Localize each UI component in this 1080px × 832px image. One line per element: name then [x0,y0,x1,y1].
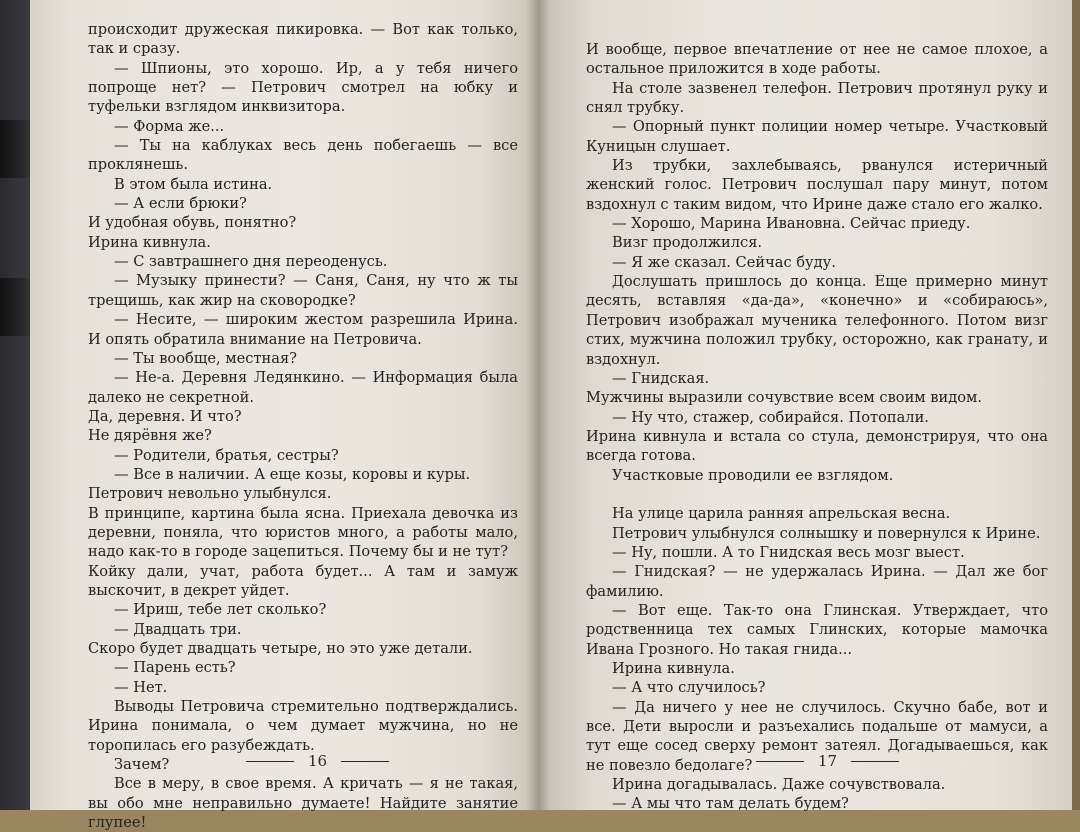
paragraph: — Все в наличии. А еще козы, коровы и куры. [114,465,471,483]
paragraph: Скоро будет двадцать четыре, но это уже детали. [88,640,473,657]
paragraph: — Ириш, тебе лет сколько? [114,601,327,619]
paragraph: И удобная обувь, понятно? [88,214,297,232]
paragraph: — Опорный пункт полиции номер четыре. Участковый Куницын слушает. [586,118,1048,155]
paragraph: — Парень есть? [114,659,236,677]
binder-clip-top [0,120,34,178]
paragraph: Участковые проводили ее взглядом. [612,466,894,484]
paragraph: Визг продолжился. [612,234,763,252]
paragraph: — А что случилось? [612,679,766,697]
paragraph: В принципе, картина была ясна. Приехала девочка из деревни, поняла, что юристов много, а работы мало, надо как-то в городе зацепиться. Почему бы и не тут? [88,504,518,561]
paragraph: — Гнидская? — не удержалась Ирина. — Дал же бог фамилию. [586,563,1048,600]
folio-rule [851,761,899,762]
paragraph: Койку дали, учат, работа будет... А там и замуж выскочит, в декрет уйдет. [88,562,518,599]
paragraph: — Я же сказал. Сейчас буду. [612,253,836,271]
table-edge [1072,0,1080,810]
paragraph: — Форма же... [114,117,225,135]
paragraph: — Двадцать три. [114,620,242,638]
paragraph: — Нет. [114,678,168,696]
paragraph: — А если брюки? [114,195,247,213]
right-page-text [586,40,1048,814]
paragraph: Ирина кивнула и встала со стула, демонстрируя, что она всегда готова. [586,427,1048,465]
paragraph: — А мы что там делать будем? [612,795,849,813]
page-number-text: 17 [818,752,838,770]
folio-rule [246,761,294,762]
paragraph: На улице царила ранняя апрельская весна. [612,505,951,523]
binder-clip-bottom [0,278,34,336]
paragraph: — Музыку принести? — Саня, Саня, ну что ж ты трещишь, как жир на сковородке? [88,272,518,309]
paragraph: — Родители, братья, сестры? [114,446,339,464]
paragraph: Из трубки, захлебываясь, рванулся истеричный женский голос. Петрович послушал пару минут, потом вздохнул с таким видом, что Ирине даже стало его жалко. [586,157,1048,213]
paragraph: Да, деревня. И что? [88,407,242,425]
paragraph: Выводы Петровича стремительно подтверждались. Ирина понимала, о чем думает мужчина, но не торопилась его разубеждать. [88,698,518,754]
paragraph: Петрович улыбнулся солнышку и повернулся к Ирине. [612,524,1041,542]
left-page [30,0,538,832]
paragraph: — Хорошо, Марина Ивановна. Сейчас приеду. [612,215,971,233]
paragraph: — С завтрашнего дня переоденусь. [114,253,388,271]
folio-rule [756,761,804,762]
paragraph: В этом была истина. [114,175,273,193]
folio-rule [341,761,389,762]
paragraph: Не дярёвня же? [88,427,212,445]
left-page-text [88,20,518,832]
paragraph: Ирина кивнула. [612,660,735,677]
paragraph: — Несите, — широким жестом разрешила Ирина. И опять обратила внимание на Петровича. [88,311,518,348]
page-number-left [246,752,389,770]
paragraph: происходит дружеская пикировка. — Вот как только, так и сразу. [88,21,518,58]
paragraph: На столе зазвенел телефон. Петрович протянул руку и снял трубку. [586,79,1048,117]
paragraph: — Ну, пошли. А то Гнидская весь мозг выест. [612,543,965,561]
paragraph: — Ты вообще, местная? [114,349,297,367]
paragraph: Зачем? [114,756,170,774]
paragraph: Мужчины выразили сочувствие всем своим видом. [586,389,982,407]
paragraph: — Не-а. Деревня Ледянкино. — Информация была далеко не секретной. [88,369,518,406]
paragraph: Ирина кивнула. [88,233,211,251]
right-page [538,0,1072,813]
paragraph: — Да ничего у нее не случилось. Скучно бабе, вот и все. Дети выросли и разъехались подальше от мамуси, а тут еще сосед сверху ремонт затеял. Догадываешься, как не повезло бедолаге? [586,698,1048,774]
paragraph: Дослушать пришлось до конца. Еще примерно минут десять, вставляя «да-да», «конечно» и «собираюсь», Петрович изображал мученика телефонного. Потом визг стих, мужчина положил трубку, осторожно, как гранату, и вздохнул. [586,273,1048,368]
paragraph: — Вот еще. Так-то она Глинская. Утверждает, что родственница тех самых Глинских, которые мамочка Ивана Грозного. Но такая гнида... [586,601,1048,658]
paragraph: Ирина догадывалась. Даже сочувствовала. [612,776,946,794]
paragraph: — Гнидская. [612,369,710,387]
paragraph: — Ну что, стажер, собирайся. Потопали. [612,408,929,426]
paragraph: Все в меру, в свое время. А кричать — я не такая, вы обо мне неправильно думаете! Найдите занятие глупее! [88,775,518,832]
paragraph: Петрович невольно улыбнулся. [88,485,332,503]
paragraph: — Шпионы, это хорошо. Ир, а у тебя ничего попроще нет? — Петрович смотрел на юбку и туфельки взглядом инквизитора. [88,59,518,116]
paragraph: И вообще, первое впечатление от нее не самое плохое, а остальное приложится в ходе работы. [586,41,1048,78]
open-book [30,0,1072,832]
page-number-text: 16 [308,752,328,770]
paragraph: — Ты на каблуках весь день побегаешь — все проклянешь. [88,137,518,174]
page-number-right [756,752,899,770]
